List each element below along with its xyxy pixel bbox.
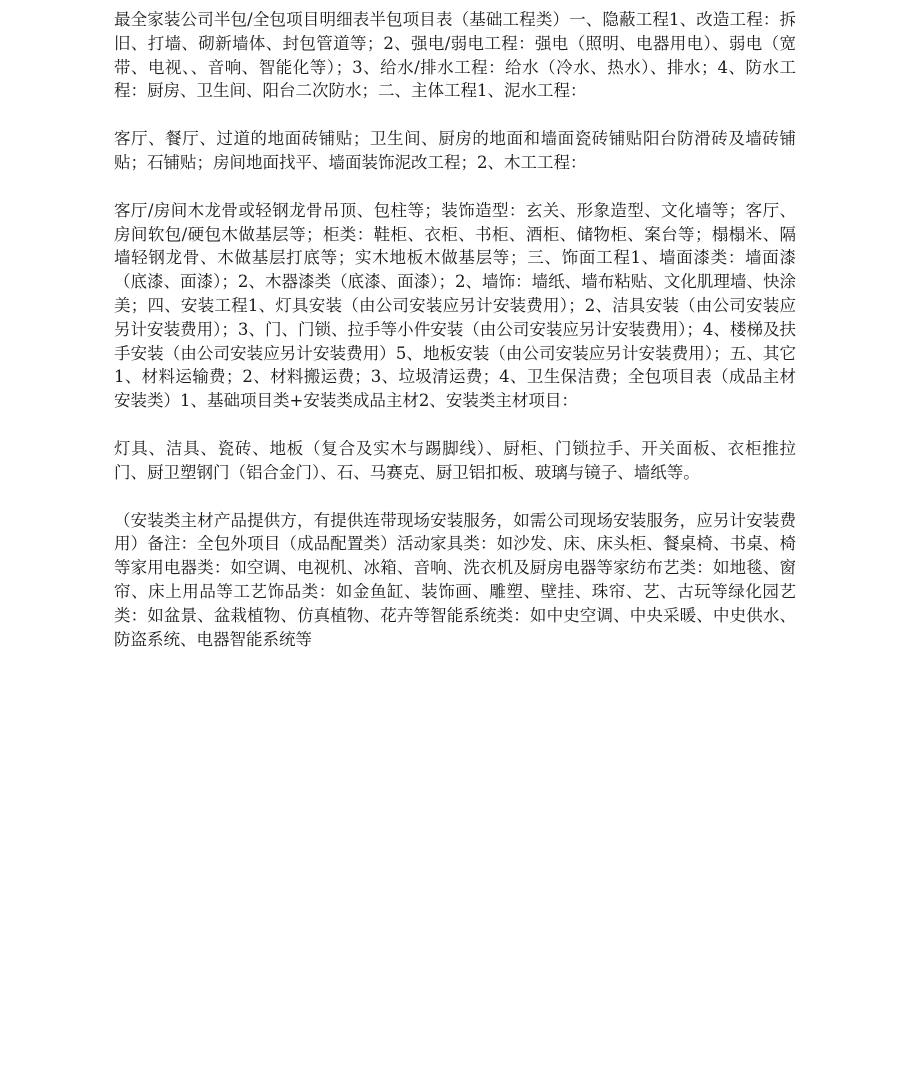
paragraph-5: （安装类主材产品提供方，有提供连带现场安装服务，如需公司现场安装服务，应另计安装费用）备注：全包外项目（成品配置类）活动家具类：如沙发、床、床头柜、餐桌椅、书桌、椅等家用电器类：如空调、电视机、冰箱、音响、洗衣机及厨房电器等家纺布艺类：如地毯、窗帘、床上用品等工艺饰品类：如金鱼缸、装饰画、雕塑、壁挂、珠帘、艺、古玩等绿化园艺类：如盆景、盆栽植物、仿真植物、花卉等智能系统类：如中史空调、中央采暖、中史供水、防盗系统、电器智能系统等 (114, 510, 796, 649)
paragraph-3: 客厅/房间木龙骨或轻钢龙骨吊顶、包柱等；装饰造型：玄关、形象造型、文化墙等；客厅、房间软包/硬包木做基层等；柜类：鞋柜、衣柜、书柜、酒柜、储物柜、案台等；榻榻米、隔墙轻钢龙骨、木做基层打底等；实木地板木做基层等；三、饰面工程1、墙面漆类：墙面漆（底漆、面漆）；2、木器漆类（底漆、面漆）；2、墙饰：墙纸、墙布粘贴、文化肌理墙、快涂美；四、安装工程1、灯具安装（由公司安装应另计安装费用）；2、洁具安装（由公司安装应另计安装费用）；3、门、门锁、拉手等小件安装（由公司安装应另计安装费用）；4、楼梯及扶手安装（由公司安装应另计安装费用）5、地板安装（由公司安装应另计安装费用）；五、其它1、材料运输费；2、材料搬运费；3、垃圾清运费；4、卫生保洁费；全包项目表（成品主材安装类）1、基础项目类+安装类成品主材2、安装类主材项目： (114, 200, 796, 411)
document-body (114, 8, 796, 675)
paragraph-1: 最全家装公司半包/全包项目明细表半包项目表（基础工程类）一、隐蔽工程1、改造工程：拆旧、打墙、砌新墙体、封包管道等；2、强电/弱电工程：强电（照明、电器用电）、弱电（宽带、电视、、音响、智能化等）；3、给水/排水工程：给水（冷水、热水）、排水；4、防水工程：厨房、卫生间、阳台二次防水；二、主体工程1、泥水工程： (114, 10, 796, 101)
paragraph-4: 灯具、洁具、瓷砖、地板（复合及实木与踢脚线）、厨柜、门锁拉手、开关面板、衣柜推拉门、厨卫塑钢门（铝合金门）、石、马赛克、厨卫铝扣板、玻璃与镜子、墙纸等。 (114, 438, 796, 482)
paragraph-2: 客厅、餐厅、过道的地面砖铺贴；卫生间、厨房的地面和墙面瓷砖铺贴阳台防滑砖及墙砖铺贴；石铺贴；房间地面找平、墙面装饰泥改工程；2、木工工程： (114, 129, 796, 172)
